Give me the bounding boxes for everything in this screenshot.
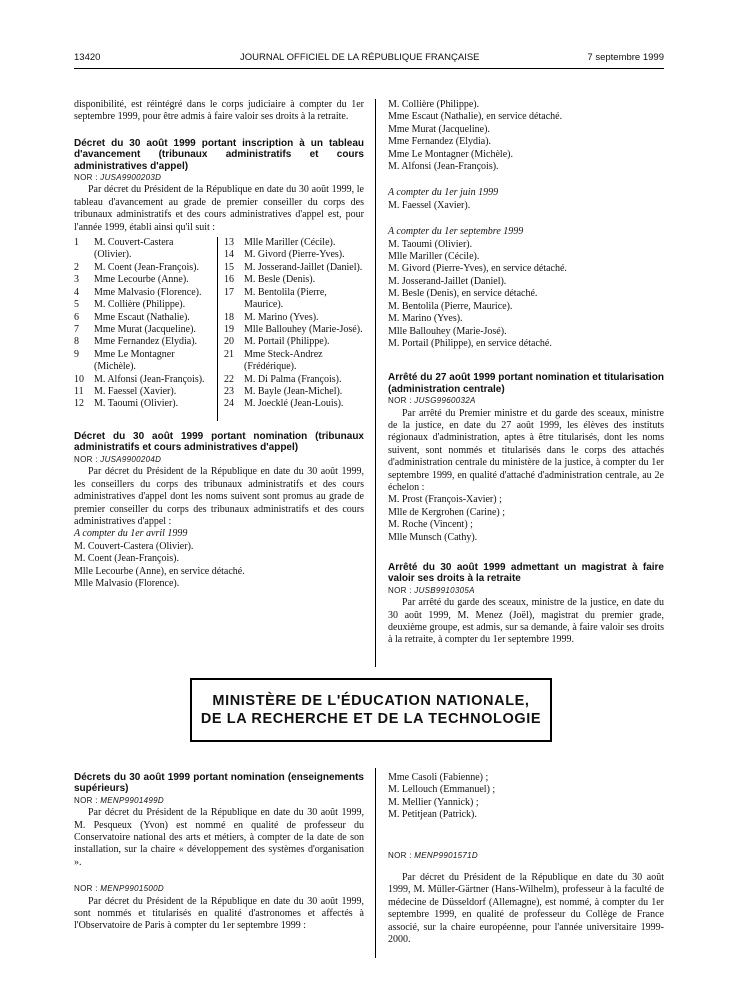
arrete-2-body: Par arrêté du garde des sceaux, ministre de la justice, en date du 30 août 1999, M. Menez (Joël), magistrat du premier grade, deuxième groupe, est admis, sur sa demande, à faire valoir ses droits à la retraite, à compter du 1er septembre 1999. — [388, 597, 664, 646]
list-item: Mlle de Kergrohen (Carine) ; — [388, 506, 505, 518]
list-item: M. Givord (Pierre-Yves), en service détaché. — [388, 263, 567, 275]
list-item: 24 M. Joecklé (Jean-Louis). — [224, 398, 344, 410]
list-item: M. Josserand-Jaillet (Daniel). — [388, 275, 507, 287]
decret-5-nor: NOR : MENP9901571D — [388, 850, 478, 860]
list-item: 23 M. Bayle (Jean-Michel). — [224, 385, 343, 397]
decrets-title: Décrets du 30 août 1999 portant nomination (enseignements supérieurs) — [74, 772, 364, 795]
arrete-1-nor: NOR : JUSG9960032A — [388, 396, 476, 406]
list-item: Mme Fernandez (Elydia). — [388, 136, 492, 148]
list-item: 22 M. Di Palma (François). — [224, 373, 342, 385]
list-item: Mlle Ballouhey (Marie-José). — [388, 325, 507, 337]
page-header — [74, 52, 664, 66]
list-item: 6 Mme Escaut (Nathalie). — [74, 311, 190, 323]
advancement-list-right — [224, 237, 364, 411]
list-item: 14 M. Givord (Pierre-Yves). — [224, 249, 345, 261]
advancement-list-left — [74, 237, 210, 411]
table-divider — [217, 237, 218, 421]
list-item: M. Bentolila (Pierre, Maurice). — [388, 300, 513, 312]
list-item: Mlle Mariller (Cécile). — [388, 251, 480, 263]
decret-3-body: Par décret du Président de la République en date du 30 août 1999, M. Pesqueux (Yvon) est nommé en qualité de professeur du Conservatoire national des arts et métiers, à compter de la date de son installation, sur la chaire « développement des systèmes d'organisation ». — [74, 807, 364, 868]
decret-2-subhead: A compter du 1er avril 1999 — [74, 528, 188, 540]
list-item: M. Marino (Yves). — [388, 313, 463, 325]
list-item: Mlle Malvasio (Florence). — [74, 577, 180, 589]
continuation-text: disponibilité, est réintégré dans le corps judiciaire à compter du 1er septembre 1999, pour être admis à faire valoir ses droits à la retraite. — [74, 99, 364, 123]
list-item: 11 M. Faessel (Xavier). — [74, 385, 177, 397]
list-item: 12 M. Taoumi (Olivier). — [74, 398, 179, 410]
arrete-2-nor: NOR : JUSB9910305A — [388, 585, 475, 595]
list-item: M. Petitjean (Patrick). — [388, 809, 477, 821]
decret-2-nor: NOR : JUSA9900204D — [74, 454, 162, 464]
column-divider-top — [375, 99, 376, 667]
arrete-1-body: Par arrêté du Premier ministre et du garde des sceaux, ministre de la justice, en date du 27 août 1999, les élèves des instituts régionaux d'administration, aptes à être titularisés, dont les noms suivent, sont nommés et titularisés dans le corps des attachés d'administration centrale du ministère de la justice, à compter du 1er septembre 1999, en qualité d'attaché d'administration centrale, au 2e échelon : — [388, 407, 664, 493]
list-item: M. Besle (Denis), en service détaché. — [388, 288, 538, 300]
list-item: 13 Mlle Mariller (Cécile). — [224, 237, 336, 249]
right-column-bottom — [388, 772, 664, 946]
list-item: M. Coent (Jean-François). — [74, 553, 179, 565]
column-divider-bottom — [375, 768, 376, 958]
list-item: M. Couvert-Castera (Olivier). — [74, 540, 194, 552]
ministry-line-1: MINISTÈRE DE L'ÉDUCATION NATIONALE, — [212, 693, 530, 709]
left-column-top — [74, 99, 364, 590]
list-item: 19 Mlle Ballouhey (Marie-José). — [224, 323, 363, 335]
list-item: Mlle Munsch (Cathy). — [388, 531, 478, 543]
list-item: M. Mellier (Yannick) ; — [388, 796, 479, 808]
list-item: Mme Escaut (Nathalie), en service détaché. — [388, 111, 563, 123]
list-item: M. Portail (Philippe), en service détaché. — [388, 337, 552, 349]
subhead-september: A compter du 1er septembre 1999 — [388, 226, 524, 238]
decret-1-nor: NOR : JUSA9900203D — [74, 173, 162, 183]
list-item: 1 M. Couvert-Castera (Olivier). — [74, 237, 174, 261]
list-item: Mlle Lecourbe (Anne), en service détaché. — [74, 565, 245, 577]
list-item: M. Prost (François-Xavier) ; — [388, 494, 502, 506]
list-item: 9 Mme Le Montagner (Michèle). — [74, 348, 175, 373]
decret-1-title: Décret du 30 août 1999 portant inscription à un tableau d'avancement (tribunaux administratifs et cours administratives d'appel) — [74, 137, 364, 172]
list-item: 7 Mme Murat (Jacqueline). — [74, 323, 196, 335]
list-item: 4 Mme Malvasio (Florence). — [74, 286, 202, 298]
decret-5-body: Par décret du Président de la République en date du 30 août 1999, M. Müller-Gärtner (Hans-Wilhelm), professeur à la faculté de médecine de Düsseldorf (Allemagne), est nommé, à compter du 1er septembre 1999, en qualité de professeur du Collège de France associé, sur la chaire européenne, pour l'année universitaire 1999-2000. — [388, 872, 664, 946]
left-column-bottom — [74, 772, 364, 933]
list-item: M. Lellouch (Emmanuel) ; — [388, 784, 496, 796]
list-item: 15 M. Josserand-Jaillet (Daniel). — [224, 261, 363, 273]
list-item: 10 M. Alfonsi (Jean-François). — [74, 373, 205, 385]
decret-2-body: Par décret du Président de la République en date du 30 août 1999, les conseillers du corps des tribunaux administratifs et des cours administratives d'appel dont les noms suivent sont promus au grade de premier conseiller du corps des tribunaux administratifs et des cours administratives d'appel : — [74, 466, 364, 527]
arrete-2-title: Arrêté du 30 août 1999 admettant un magistrat à faire valoir ses droits à la retraite — [388, 562, 664, 585]
decret-4-nor: NOR : MENP9901500D — [74, 884, 164, 894]
advancement-table — [74, 237, 364, 423]
right-column-top — [388, 99, 664, 647]
list-item: M. Alfonsi (Jean-François). — [388, 161, 499, 173]
list-item: Mme Murat (Jacqueline). — [388, 123, 490, 135]
list-item: 21 Mme Steck-Andrez (Frédérique). — [224, 348, 323, 373]
decret-1-body: Par décret du Président de la République en date du 30 août 1999, le tableau d'avancement au grade de premier conseiller du corps des tribunaux administratifs et des cours administratives d'appel est, pour l'année 1999, établi ainsi qu'il suit : — [74, 184, 364, 233]
list-item: 2 M. Coent (Jean-François). — [74, 261, 199, 273]
issue-date: 7 septembre 1999 — [587, 52, 664, 63]
list-item: M. Roche (Vincent) ; — [388, 519, 473, 531]
decret-4-body: Par décret du Président de la République en date du 30 août 1999, sont nommés et titularisés en qualité d'astronomes et affectés à l'Observatoire de Paris à compter du 1er septembre 1999 : — [74, 895, 364, 932]
list-item: 5 M. Collière (Philippe). — [74, 299, 186, 311]
subhead-june: A compter du 1er juin 1999 — [388, 187, 499, 199]
list-item: Mme Le Montagner (Michèle). — [388, 148, 513, 160]
list-item: M. Faessel (Xavier). — [388, 199, 471, 211]
list-item: 3 Mme Lecourbe (Anne). — [74, 274, 189, 286]
list-item: 18 M. Marino (Yves). — [224, 311, 319, 323]
list-item: M. Collière (Philippe). — [388, 99, 480, 110]
ministry-line-2: DE LA RECHERCHE ET DE LA TECHNOLOGIE — [200, 711, 542, 727]
ministry-banner — [190, 678, 552, 742]
journal-title: JOURNAL OFFICIEL DE LA RÉPUBLIQUE FRANÇAISE — [240, 52, 480, 63]
arrete-1-title: Arrêté du 27 août 1999 portant nomination et titularisation (administration centrale) — [388, 372, 664, 395]
list-item: 17 M. Bentolila (Pierre, Maurice). — [224, 286, 327, 311]
list-item: 8 Mme Fernandez (Elydia). — [74, 336, 198, 348]
decret-3-nor: NOR : MENP9901499D — [74, 795, 164, 805]
list-item: 16 M. Besle (Denis). — [224, 274, 316, 286]
list-item: Mme Casoli (Fabienne) ; — [388, 772, 489, 783]
list-item: M. Taoumi (Olivier). — [388, 238, 473, 250]
page-number: 13420 — [74, 52, 101, 63]
decret-2-title: Décret du 30 août 1999 portant nomination (tribunaux administratifs et cours administratives d'appel) — [74, 431, 364, 454]
header-rule — [74, 68, 664, 69]
list-item: 20 M. Portail (Philippe). — [224, 336, 330, 348]
